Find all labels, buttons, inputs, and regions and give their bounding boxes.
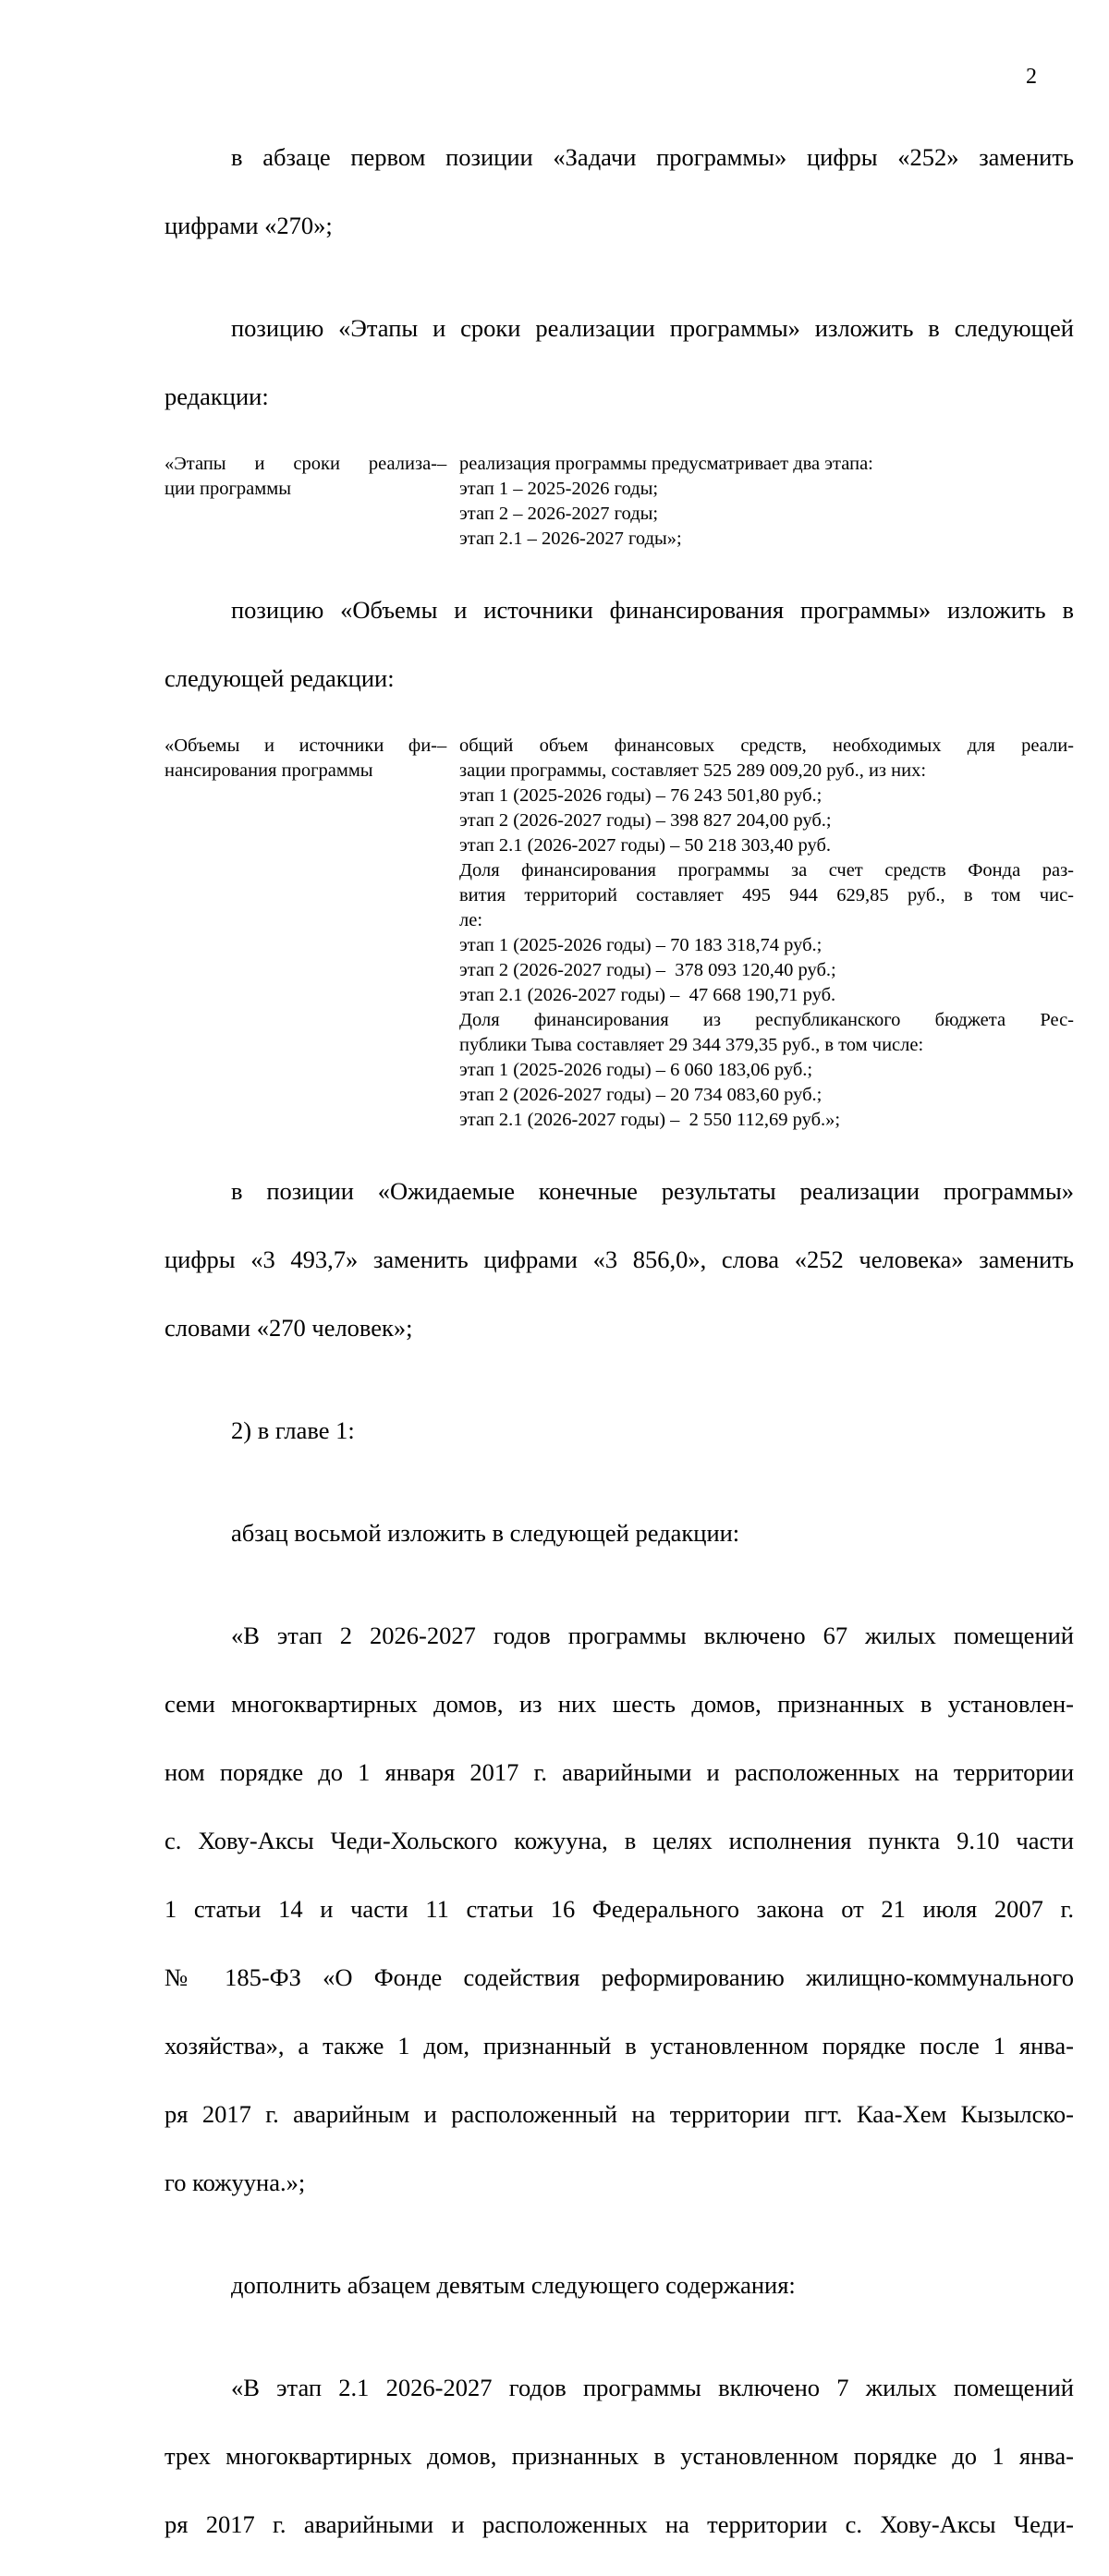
table-right-line: этап 2 (2026-2027 годы) – 20 734 083,60 руб.; (459, 1085, 823, 1105)
page-number: 2 (1026, 65, 1037, 89)
table-right-line: вития территорий составляет 495 944 629,85 руб., в том чис- (459, 885, 1074, 905)
funding-table (165, 734, 1074, 1133)
table-right-line: зации программы, составляет 525 289 009,20 руб., из них: (459, 760, 927, 781)
table-right-line: этап 2 (2026-2027 годы) – 398 827 204,00 руб.; (459, 810, 832, 831)
table-left-line: «Этапы и сроки реализа- (165, 454, 437, 474)
text-line: трех многоквартирных домов, признанных в установленном порядке до 1 янва- (165, 2442, 1074, 2470)
paragraph-stage-2-1-text (165, 2337, 1074, 2576)
table-right-column (459, 734, 1074, 1133)
table-left-column (165, 452, 437, 552)
table-left-line: «Объемы и источники фи- (165, 735, 437, 756)
text-line: редакции: (165, 383, 269, 410)
table-right-line: этап 1 – 2025-2026 годы; (459, 479, 659, 499)
text-line: в абзаце первом позиции «Задачи программы» цифры «252» заменить (231, 143, 1074, 171)
paragraph-funding-intro (165, 559, 1074, 730)
table-right-line: Доля финансирования из республиканского бюджета Рес- (459, 1010, 1074, 1030)
text-line: 1 статьи 14 и части 11 статьи 16 Федерального закона от 21 июля 2007 г. (165, 1895, 1074, 1923)
table-right-line: этап 1 (2025-2026 годы) – 70 183 318,74 руб.; (459, 935, 823, 955)
text-line: «В этап 2.1 2026-2027 годов программы включено 7 жилых помещений (231, 2374, 1074, 2401)
paragraph-eighth-intro (165, 1482, 1074, 1585)
table-right-line: этап 2.1 (2026-2027 годы) – 50 218 303,40 руб. (459, 835, 832, 856)
text-line: ря 2017 г. аварийным и расположенный на территории пгт. Каа-Хем Кызылско- (165, 2100, 1074, 2128)
text-line: «В этап 2 2026-2027 годов программы включено 67 жилых помещений (231, 1622, 1074, 1649)
table-dash: – (437, 735, 447, 756)
paragraph-tasks-change (165, 106, 1074, 277)
table-right-line: этап 2 (2026-2027 годы) – 378 093 120,40 руб.; (459, 960, 836, 980)
text-line: № 185-ФЗ «О Фонде содействия реформированию жилищно-коммунального (165, 1963, 1074, 1991)
text-line: следующей редакции: (165, 664, 395, 692)
text-line: ном порядке до 1 января 2017 г. аварийными и расположенных на территории (165, 1758, 1074, 1786)
table-dash: – (437, 454, 447, 474)
table-right-line: этап 2 – 2026-2027 годы; (459, 504, 659, 524)
table-right-line: этап 2.1 (2026-2027 годы) – 2 550 112,69 руб.»; (459, 1110, 841, 1130)
text-line: дополнить абзацем девятым следующего содержания: (231, 2271, 796, 2299)
paragraph-ninth-intro (165, 2234, 1074, 2337)
text-line: словами «270 человек»; (165, 1314, 413, 1342)
text-line: го кожууна.»; (165, 2169, 306, 2196)
table-right-line: этап 2.1 – 2026-2027 годы»; (459, 529, 682, 549)
text-line: 2) в главе 1: (231, 1416, 355, 1444)
text-line: цифрами «270»; (165, 212, 333, 239)
paragraph-chapter-1 (165, 1379, 1074, 1482)
table-right-line: этап 1 (2025-2026 годы) – 6 060 183,06 руб.; (459, 1060, 813, 1080)
table-right-line: этап 1 (2025-2026 годы) – 76 243 501,80 руб.; (459, 785, 823, 806)
text-line: абзац восьмой изложить в следующей редакции: (231, 1519, 740, 1547)
table-right-line: реализация программы предусматривает два этапа: (459, 454, 873, 474)
table-left-line: нансирования программы (165, 760, 373, 781)
table-right-line: этап 2.1 (2026-2027 годы) – 47 668 190,71 руб. (459, 985, 836, 1005)
text-line: хозяйства», а также 1 дом, признанный в установленном порядке после 1 янва- (165, 2032, 1074, 2060)
stages-table (165, 452, 1074, 552)
text-line: в позиции «Ожидаемые конечные результаты реализации программы» (231, 1177, 1074, 1205)
table-right-line: ле: (459, 910, 483, 930)
text-line: ря 2017 г. аварийными и расположенных на территории с. Хову-Аксы Чеди- (165, 2510, 1074, 2538)
text-line: позицию «Этапы и сроки реализации программы» изложить в следующей (231, 314, 1074, 342)
text-line: семи многоквартирных домов, из них шесть домов, признанных в установлен- (165, 1690, 1074, 1718)
paragraph-stages-intro (165, 277, 1074, 448)
text-line: с. Хову-Аксы Чеди-Хольского кожууна, в целях исполнения пункта 9.10 части (165, 1827, 1074, 1854)
paragraph-expected-results (165, 1140, 1074, 1379)
document-body (165, 106, 1074, 2576)
text-line: позицию «Объемы и источники финансирования программы» изложить в (231, 596, 1074, 624)
table-right-line: Доля финансирования программы за счет средств Фонда раз- (459, 860, 1074, 881)
table-right-line: общий объем финансовых средств, необходимых для реали- (459, 735, 1074, 756)
paragraph-stage-2-text (165, 1585, 1074, 2234)
table-left-column (165, 734, 437, 1133)
table-right-column (459, 452, 1074, 552)
text-line: цифры «3 493,7» заменить цифрами «3 856,0», слова «252 человека» заменить (165, 1245, 1074, 1273)
table-right-line: публики Тыва составляет 29 344 379,35 руб., в том числе: (459, 1035, 924, 1055)
table-left-line: ции программы (165, 479, 291, 499)
